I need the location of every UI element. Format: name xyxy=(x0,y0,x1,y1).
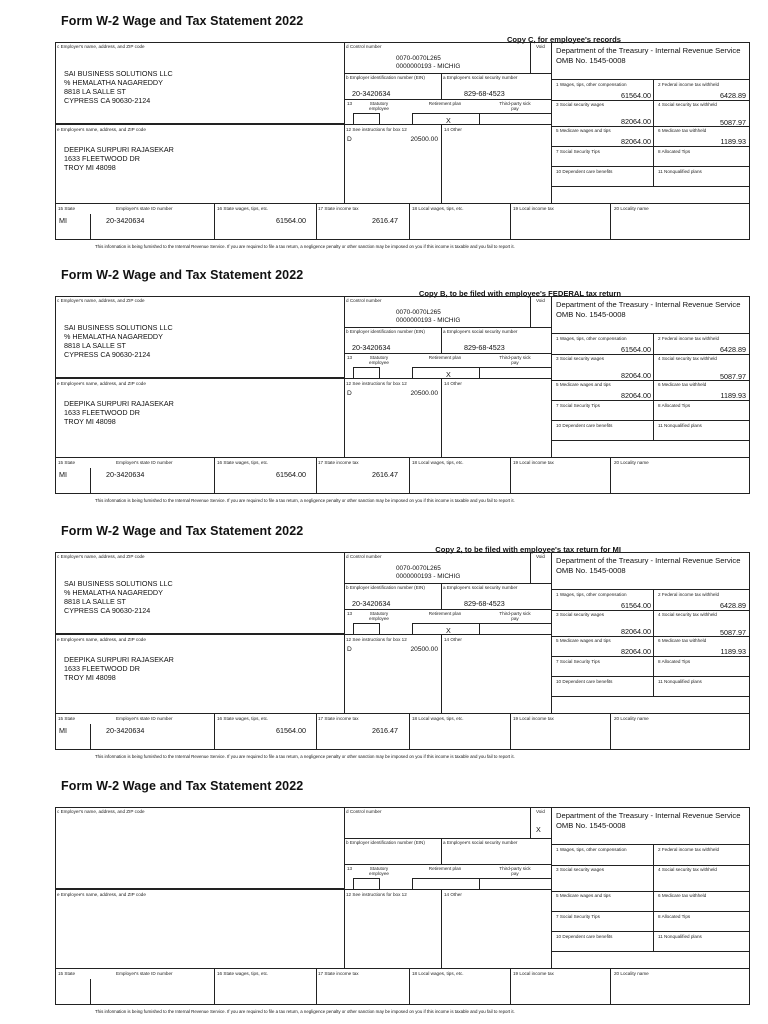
employee-line-2: 1633 FLEETWOOD DR xyxy=(64,408,140,417)
box6-label: 6 Medicare tax withheld xyxy=(658,382,707,387)
ssn-label: a Employee's social security number xyxy=(443,75,518,80)
box13-label: 13 xyxy=(347,866,353,871)
box2-label: 2 Federal income tax withheld xyxy=(658,82,720,87)
box1-value: 61564.00 xyxy=(621,601,651,610)
retirement-label: Retirement plan xyxy=(428,866,462,871)
box3-label: 3 Social security wages xyxy=(556,102,605,107)
irs-dept: Department of the Treasury - Internal Revenue Service xyxy=(556,811,741,820)
state-id-value: 20-3420634 xyxy=(106,726,145,735)
employer-line-4: CYPRESS CA 90630-2124 xyxy=(64,606,151,615)
omb-number: OMB No. 1545-0008 xyxy=(556,566,626,575)
box13-label: 13 xyxy=(347,101,353,106)
box5-value: 82064.00 xyxy=(621,137,651,146)
box6-label: 6 Medicare tax withheld xyxy=(658,638,707,643)
box15-label: 15 State xyxy=(58,460,76,465)
state-id-label: Employer's state ID number xyxy=(116,971,173,976)
form-title: Form W-2 Wage and Tax Statement 2022 xyxy=(61,779,304,793)
box3-label: 3 Social security wages xyxy=(556,612,605,617)
box5-value: 82064.00 xyxy=(621,391,651,400)
box12-label: 12 See instructions for box 12 xyxy=(346,892,407,897)
employer-line-4: CYPRESS CA 90630-2124 xyxy=(64,350,151,359)
statutory-label: Statutory employee xyxy=(369,866,389,876)
box11-label: 11 Nonqualified plans xyxy=(658,934,702,939)
box8-label: 8 Allocated Tips xyxy=(658,914,691,919)
box1-value: 61564.00 xyxy=(621,91,651,100)
box3-value: 82064.00 xyxy=(621,627,651,636)
ein-value: 20-3420634 xyxy=(352,599,391,608)
box10-label: 10 Dependent care benefits xyxy=(556,423,613,428)
box12-label: 12 See instructions for box 12 xyxy=(346,637,407,642)
box16-value: 61564.00 xyxy=(276,726,306,735)
box17-label: 17 State income tax xyxy=(318,460,359,465)
employee-line-1: DEEPIKA SURPURI RAJASEKAR xyxy=(64,399,174,408)
ssn-value: 829-68-4523 xyxy=(464,343,505,352)
box14-label: 14 Other xyxy=(444,381,462,386)
box11-label: 11 Nonqualified plans xyxy=(658,679,702,684)
third-party-label: Third-party sick pay xyxy=(499,866,531,876)
box17-label: 17 State income tax xyxy=(318,971,359,976)
box17-value: 2616.47 xyxy=(372,470,398,479)
box12-code: D xyxy=(347,136,352,143)
state-value: MI xyxy=(59,470,67,479)
box3-label: 3 Social security wages xyxy=(556,867,605,872)
employee-line-3: TROY MI 48098 xyxy=(64,417,116,426)
third-party-label: Third-party sick pay xyxy=(499,101,531,111)
box4-value: 5087.97 xyxy=(720,118,746,127)
employer-line-2: % HEMALATHA NAGAREDDY xyxy=(64,78,163,87)
box3-label: 3 Social security wages xyxy=(556,356,605,361)
box6-label: 6 Medicare tax withheld xyxy=(658,893,707,898)
void-label: Void xyxy=(536,44,545,49)
box3-value: 82064.00 xyxy=(621,117,651,126)
box2-value: 6428.89 xyxy=(720,601,746,610)
box20-label: 20 Locality name xyxy=(614,716,649,721)
control-number-label: d Control number xyxy=(346,554,382,559)
ssn-label: a Employee's social security number xyxy=(443,585,518,590)
box4-value: 5087.97 xyxy=(720,372,746,381)
employer-box xyxy=(55,807,345,889)
box19-label: 19 Local income tax xyxy=(513,716,554,721)
box10-label: 10 Dependent care benefits xyxy=(556,934,613,939)
employer-box-label: c Employer's name, address, and ZIP code xyxy=(57,298,145,303)
box8-label: 8 Allocated Tips xyxy=(658,403,691,408)
box20-label: 20 Locality name xyxy=(614,460,649,465)
box13-label: 13 xyxy=(347,611,353,616)
employer-box-label: c Employer's name, address, and ZIP code xyxy=(57,554,145,559)
omb-number: OMB No. 1545-0008 xyxy=(556,310,626,319)
retirement-label: Retirement plan xyxy=(428,611,462,616)
box2-value: 6428.89 xyxy=(720,91,746,100)
box14-label: 14 Other xyxy=(444,127,462,132)
statutory-label: Statutory employee xyxy=(369,355,389,365)
w2-form xyxy=(0,0,768,256)
box2-label: 2 Federal income tax withheld xyxy=(658,592,720,597)
blank-row xyxy=(551,186,750,204)
box17-value: 2616.47 xyxy=(372,726,398,735)
box14 xyxy=(441,634,552,714)
form-title: Form W-2 Wage and Tax Statement 2022 xyxy=(61,268,304,282)
ein-label: b Employer identification number (EIN) xyxy=(346,585,425,590)
employee-line-3: TROY MI 48098 xyxy=(64,673,116,682)
box6-value: 1189.93 xyxy=(720,137,746,146)
box2-value: 6428.89 xyxy=(720,345,746,354)
control-number-label: d Control number xyxy=(346,809,382,814)
control-number-line-2: 0000000193 - MICHIG xyxy=(396,63,461,70)
employee-line-2: 1633 FLEETWOOD DR xyxy=(64,664,140,673)
box8-label: 8 Allocated Tips xyxy=(658,149,691,154)
box1-label: 1 Wages, tips, other compensation xyxy=(556,82,627,87)
box1-label: 1 Wages, tips, other compensation xyxy=(556,592,627,597)
ssn-value: 829-68-4523 xyxy=(464,89,505,98)
box14 xyxy=(441,889,552,969)
box18-label: 18 Local wages, tips, etc. xyxy=(412,460,464,465)
box14-label: 14 Other xyxy=(444,637,462,642)
ein-value: 20-3420634 xyxy=(352,89,391,98)
box18-label: 18 Local wages, tips, etc. xyxy=(412,716,464,721)
retirement-mark: X xyxy=(446,370,451,379)
box16-value: 61564.00 xyxy=(276,216,306,225)
box4-label: 4 Social security tax withheld xyxy=(658,356,717,361)
employer-line-3: 8818 LA SALLE ST xyxy=(64,87,126,96)
state-id-label: Employer's state ID number xyxy=(116,206,173,211)
third-party-label: Third-party sick pay xyxy=(499,611,531,621)
box16-label: 16 State wages, tips, etc. xyxy=(217,460,269,465)
w2-form xyxy=(0,510,768,766)
box5-label: 5 Medicare wages and tips xyxy=(556,893,611,898)
control-number-line-1: 0070-0070L265 xyxy=(396,565,441,572)
box4-value: 5087.97 xyxy=(720,628,746,637)
box12-amount: 20500.00 xyxy=(410,136,438,143)
box4-label: 4 Social security tax withheld xyxy=(658,867,717,872)
third-party-label: Third-party sick pay xyxy=(499,355,531,365)
box20-label: 20 Locality name xyxy=(614,971,649,976)
box18-label: 18 Local wages, tips, etc. xyxy=(412,971,464,976)
box14 xyxy=(441,378,552,458)
box16-label: 16 State wages, tips, etc. xyxy=(217,206,269,211)
irs-dept: Department of the Treasury - Internal Revenue Service xyxy=(556,300,741,309)
box11-label: 11 Nonqualified plans xyxy=(658,169,702,174)
employee-box xyxy=(55,889,345,969)
box8-label: 8 Allocated Tips xyxy=(658,659,691,664)
omb-number: OMB No. 1545-0008 xyxy=(556,56,626,65)
box19-label: 19 Local income tax xyxy=(513,460,554,465)
box12 xyxy=(344,889,442,969)
box16-label: 16 State wages, tips, etc. xyxy=(217,971,269,976)
box15-label: 15 State xyxy=(58,716,76,721)
box18-label: 18 Local wages, tips, etc. xyxy=(412,206,464,211)
copy-label: Copy B, to be filed with employee's FEDERAL tax return xyxy=(418,289,621,298)
blank-row xyxy=(551,696,750,714)
ein-value: 20-3420634 xyxy=(352,343,391,352)
box14-label: 14 Other xyxy=(444,892,462,897)
employer-line-3: 8818 LA SALLE ST xyxy=(64,341,126,350)
employer-line-1: SAI BUSINESS SOLUTIONS LLC xyxy=(64,579,173,588)
privacy-footer: This information is being furnished to the Internal Revenue Service. If you are required to file a tax return, a negligence penalty or other sanction may be imposed on you if this income is taxable and you fail to report it. xyxy=(95,1009,515,1014)
employer-line-1: SAI BUSINESS SOLUTIONS LLC xyxy=(64,323,173,332)
form-title: Form W-2 Wage and Tax Statement 2022 xyxy=(61,524,304,538)
copy-label: Copy 2, to be filed with employee's tax return for MI xyxy=(435,545,621,554)
box6-label: 6 Medicare tax withheld xyxy=(658,128,707,133)
box4-label: 4 Social security tax withheld xyxy=(658,612,717,617)
ein-label: b Employer identification number (EIN) xyxy=(346,840,425,845)
box12-amount: 20500.00 xyxy=(410,390,438,397)
retirement-label: Retirement plan xyxy=(428,101,462,106)
box14 xyxy=(441,124,552,204)
statutory-label: Statutory employee xyxy=(369,101,389,111)
box15-label: 15 State xyxy=(58,971,76,976)
box1-label: 1 Wages, tips, other compensation xyxy=(556,847,627,852)
box3-value: 82064.00 xyxy=(621,371,651,380)
blank-row xyxy=(551,440,750,458)
box2-label: 2 Federal income tax withheld xyxy=(658,336,720,341)
ssn-value: 829-68-4523 xyxy=(464,599,505,608)
employer-line-2: % HEMALATHA NAGAREDDY xyxy=(64,588,163,597)
box17-label: 17 State income tax xyxy=(318,206,359,211)
box1-value: 61564.00 xyxy=(621,345,651,354)
box12-code: D xyxy=(347,390,352,397)
employee-line-1: DEEPIKA SURPURI RAJASEKAR xyxy=(64,655,174,664)
retirement-mark: X xyxy=(446,116,451,125)
void-label: Void xyxy=(536,809,545,814)
employer-line-1: SAI BUSINESS SOLUTIONS LLC xyxy=(64,69,173,78)
ssn-label: a Employee's social security number xyxy=(443,329,518,334)
box2-label: 2 Federal income tax withheld xyxy=(658,847,720,852)
box15-label: 15 State xyxy=(58,206,76,211)
form-title: Form W-2 Wage and Tax Statement 2022 xyxy=(61,14,304,28)
employee-box-label: e Employee's name, address, and ZIP code xyxy=(57,637,146,642)
employee-line-3: TROY MI 48098 xyxy=(64,163,116,172)
state-value: MI xyxy=(59,726,67,735)
box7-label: 7 Social Security Tips xyxy=(556,403,600,408)
box12-label: 12 See instructions for box 12 xyxy=(346,127,407,132)
ein-label: b Employer identification number (EIN) xyxy=(346,329,425,334)
box7-label: 7 Social Security Tips xyxy=(556,659,600,664)
state-id-value: 20-3420634 xyxy=(106,216,145,225)
box5-value: 82064.00 xyxy=(621,647,651,656)
control-number-line-2: 0000000193 - MICHIG xyxy=(396,573,461,580)
ein-label: b Employer identification number (EIN) xyxy=(346,75,425,80)
blank-row xyxy=(551,951,750,969)
void-mark: X xyxy=(536,825,541,834)
employee-line-2: 1633 FLEETWOOD DR xyxy=(64,154,140,163)
box7-label: 7 Social Security Tips xyxy=(556,149,600,154)
box17-value: 2616.47 xyxy=(372,216,398,225)
box10-label: 10 Dependent care benefits xyxy=(556,169,613,174)
box13-label: 13 xyxy=(347,355,353,360)
box12-code: D xyxy=(347,646,352,653)
box6-value: 1189.93 xyxy=(720,647,746,656)
control-number-label: d Control number xyxy=(346,298,382,303)
w2-form xyxy=(0,254,768,510)
w2-form xyxy=(0,765,768,1021)
copy-label: Copy C, for employee's records xyxy=(506,35,621,44)
omb-number: OMB No. 1545-0008 xyxy=(556,821,626,830)
employer-line-2: % HEMALATHA NAGAREDDY xyxy=(64,332,163,341)
statutory-label: Statutory employee xyxy=(369,611,389,621)
box1-label: 1 Wages, tips, other compensation xyxy=(556,336,627,341)
box16-label: 16 State wages, tips, etc. xyxy=(217,716,269,721)
box20-label: 20 Locality name xyxy=(614,206,649,211)
employer-box-label: c Employer's name, address, and ZIP code xyxy=(57,44,145,49)
void-label: Void xyxy=(536,298,545,303)
control-number-line-2: 0000000193 - MICHIG xyxy=(396,317,461,324)
box19-label: 19 Local income tax xyxy=(513,971,554,976)
employee-line-1: DEEPIKA SURPURI RAJASEKAR xyxy=(64,145,174,154)
irs-dept: Department of the Treasury - Internal Revenue Service xyxy=(556,556,741,565)
box12-amount: 20500.00 xyxy=(410,646,438,653)
box4-label: 4 Social security tax withheld xyxy=(658,102,717,107)
state-id-label: Employer's state ID number xyxy=(116,460,173,465)
ssn-label: a Employee's social security number xyxy=(443,840,518,845)
irs-dept: Department of the Treasury - Internal Revenue Service xyxy=(556,46,741,55)
retirement-label: Retirement plan xyxy=(428,355,462,360)
employer-line-4: CYPRESS CA 90630-2124 xyxy=(64,96,151,105)
privacy-footer: This information is being furnished to the Internal Revenue Service. If you are required to file a tax return, a negligence penalty or other sanction may be imposed on you if this income is taxable and you fail to report it. xyxy=(95,244,515,249)
privacy-footer: This information is being furnished to the Internal Revenue Service. If you are required to file a tax return, a negligence penalty or other sanction may be imposed on you if this income is taxable and you fail to report it. xyxy=(95,754,515,759)
employee-box-label: e Employee's name, address, and ZIP code xyxy=(57,892,146,897)
void-label: Void xyxy=(536,554,545,559)
employer-box-label: c Employer's name, address, and ZIP code xyxy=(57,809,145,814)
box6-value: 1189.93 xyxy=(720,391,746,400)
state-id-divider xyxy=(90,979,215,1005)
retirement-mark: X xyxy=(446,626,451,635)
privacy-footer: This information is being furnished to the Internal Revenue Service. If you are required to file a tax return, a negligence penalty or other sanction may be imposed on you if this income is taxable and you fail to report it. xyxy=(95,498,515,503)
control-number-label: d Control number xyxy=(346,44,382,49)
box5-label: 5 Medicare wages and tips xyxy=(556,638,611,643)
employee-box-label: e Employee's name, address, and ZIP code xyxy=(57,381,146,386)
box16-value: 61564.00 xyxy=(276,470,306,479)
box11-label: 11 Nonqualified plans xyxy=(658,423,702,428)
box5-label: 5 Medicare wages and tips xyxy=(556,128,611,133)
state-id-label: Employer's state ID number xyxy=(116,716,173,721)
box5-label: 5 Medicare wages and tips xyxy=(556,382,611,387)
box7-label: 7 Social Security Tips xyxy=(556,914,600,919)
control-number-line-1: 0070-0070L265 xyxy=(396,55,441,62)
box19-label: 19 Local income tax xyxy=(513,206,554,211)
employee-box-label: e Employee's name, address, and ZIP code xyxy=(57,127,146,132)
employer-line-3: 8818 LA SALLE ST xyxy=(64,597,126,606)
control-number-line-1: 0070-0070L265 xyxy=(396,309,441,316)
box17-label: 17 State income tax xyxy=(318,716,359,721)
box10-label: 10 Dependent care benefits xyxy=(556,679,613,684)
box12-label: 12 See instructions for box 12 xyxy=(346,381,407,386)
state-value: MI xyxy=(59,216,67,225)
state-id-value: 20-3420634 xyxy=(106,470,145,479)
